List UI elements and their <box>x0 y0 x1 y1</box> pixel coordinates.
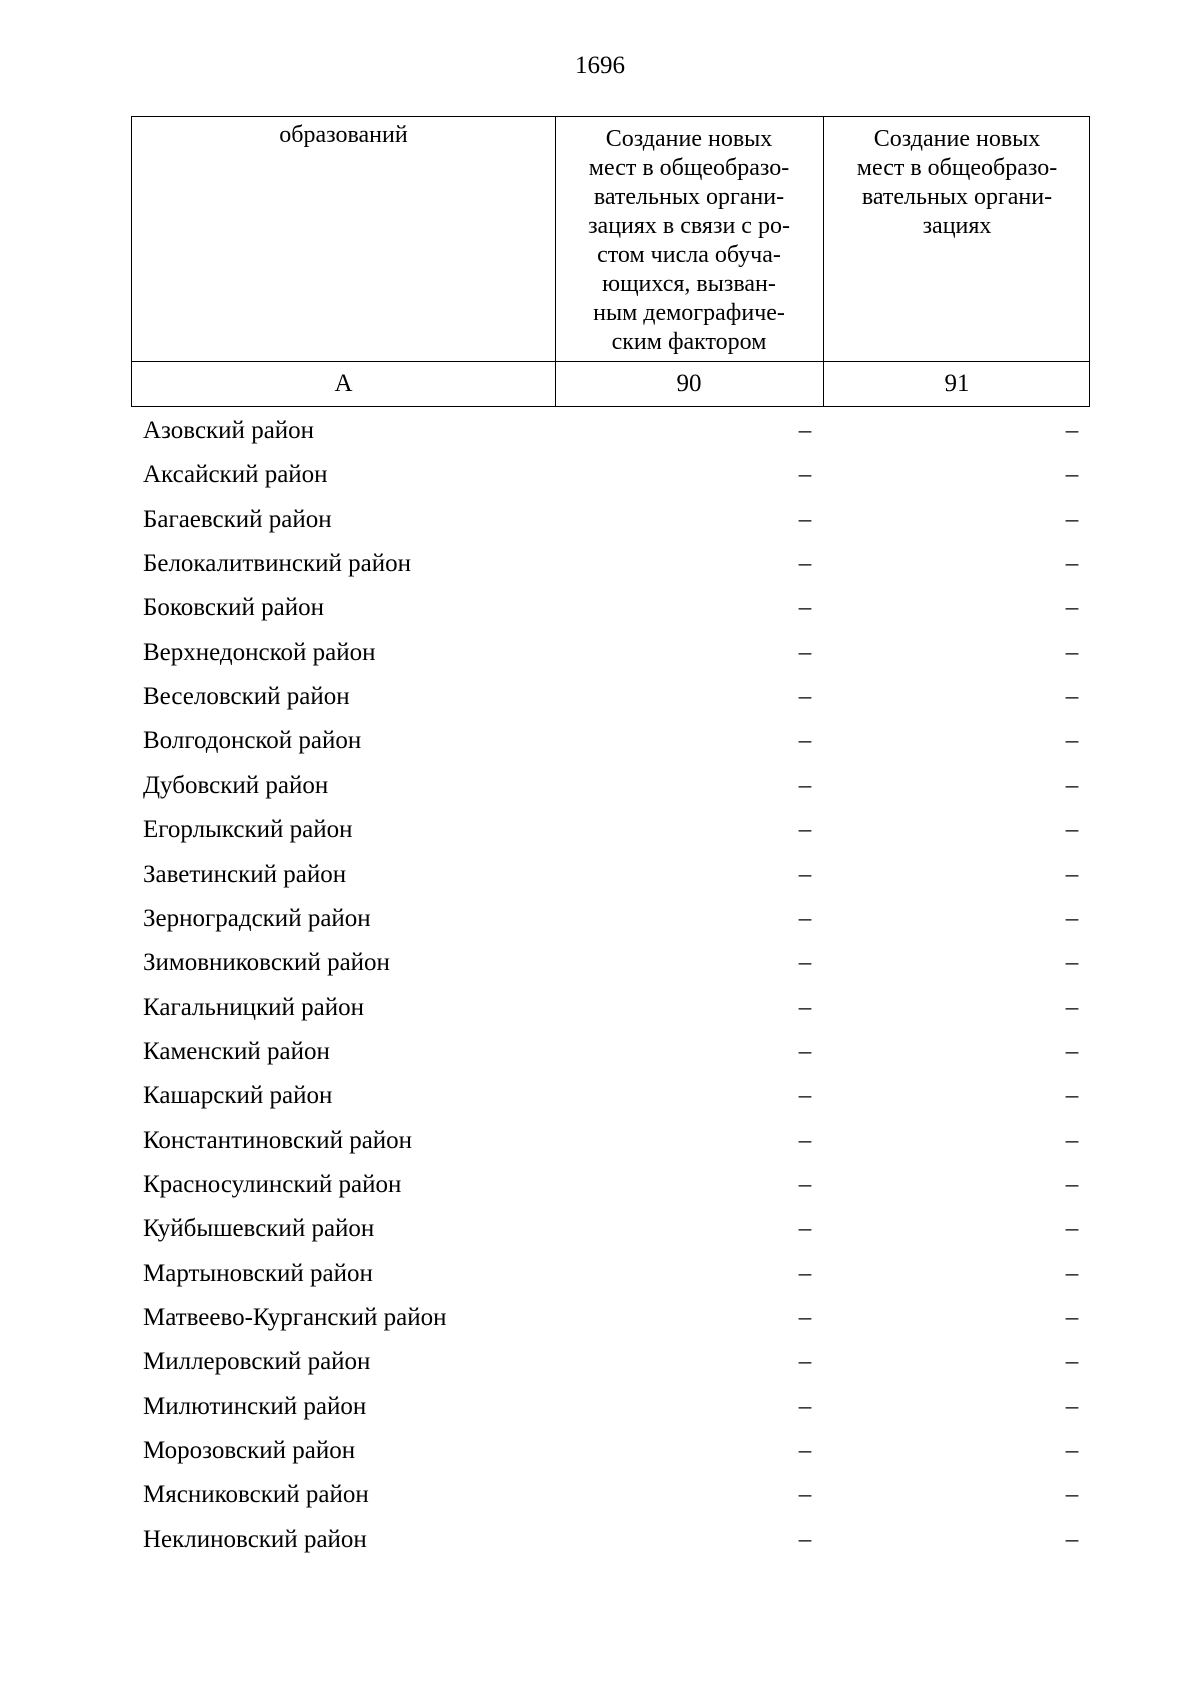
value-col-90: – <box>798 1481 812 1509</box>
header-line: мест в общеобразо- <box>588 155 790 181</box>
district-name: Кагальницкий район <box>143 993 365 1021</box>
table-row <box>0 638 1200 682</box>
value-col-90: – <box>798 727 812 755</box>
header-line: вательных органи- <box>861 184 1053 210</box>
value-col-91: – <box>1065 1126 1079 1154</box>
district-name: Зерноградский район <box>143 904 371 932</box>
table-row <box>0 1081 1200 1125</box>
value-col-90: – <box>798 1082 812 1110</box>
table-row <box>0 1392 1200 1436</box>
value-col-91: – <box>1065 1348 1079 1376</box>
value-col-91: – <box>1065 1215 1079 1243</box>
value-col-91: – <box>1065 638 1079 666</box>
value-col-90: – <box>798 417 812 444</box>
value-col-91: – <box>1065 1037 1079 1065</box>
district-name: Верхнедонской район <box>143 638 376 666</box>
value-col-91: – <box>1065 993 1079 1021</box>
table-row <box>0 771 1200 815</box>
header-line: Создание новых <box>873 126 1041 152</box>
value-col-90: – <box>798 771 812 799</box>
value-col-90: – <box>798 550 812 578</box>
table-row <box>0 1480 1200 1524</box>
value-col-91: – <box>1065 1481 1079 1509</box>
value-col-90: – <box>798 1525 812 1553</box>
district-name: Заветинский район <box>143 860 347 888</box>
value-col-90: – <box>798 461 812 489</box>
value-col-90: – <box>798 1304 812 1331</box>
value-col-90: – <box>798 1037 812 1065</box>
value-col-90: – <box>798 904 812 932</box>
value-col-91: – <box>1065 816 1079 844</box>
value-col-90: – <box>798 1348 812 1376</box>
value-col-91: – <box>1065 505 1079 533</box>
header-col-91 <box>823 125 1091 241</box>
value-col-91: – <box>1065 949 1079 977</box>
table-row <box>0 860 1200 904</box>
value-col-90: – <box>798 860 812 888</box>
table-row <box>0 1525 1200 1569</box>
table-row <box>0 1259 1200 1303</box>
value-col-91: – <box>1065 1170 1079 1198</box>
value-col-91: – <box>1065 594 1079 622</box>
header-line: зациях в связи с ро- <box>588 213 790 239</box>
district-name: Багаевский район <box>143 505 332 533</box>
table-row <box>0 1126 1200 1170</box>
table-row <box>0 993 1200 1037</box>
header-col-90 <box>555 125 823 357</box>
header-line: стом числа обуча- <box>597 242 781 268</box>
value-col-91: – <box>1065 727 1079 755</box>
value-col-90: – <box>798 1170 812 1198</box>
district-name: Мясниковский район <box>143 1481 369 1509</box>
district-name: Егорлыкский район <box>143 816 353 844</box>
header-col-a: образований <box>279 122 408 148</box>
value-col-90: – <box>798 993 812 1021</box>
value-col-90: – <box>798 1392 812 1420</box>
value-col-91: – <box>1065 904 1079 932</box>
row-divider <box>132 361 1089 362</box>
header-line: Создание новых <box>605 126 773 152</box>
district-name: Каменский район <box>143 1037 330 1065</box>
district-name: Морозовский район <box>143 1437 356 1465</box>
table-row <box>0 549 1200 593</box>
value-col-91: – <box>1065 1082 1079 1110</box>
table-row <box>0 904 1200 948</box>
district-name: Аксайский район <box>143 461 328 489</box>
table-row <box>0 1303 1200 1347</box>
value-col-91: – <box>1065 417 1079 444</box>
numbering-col-90: 90 <box>676 370 702 397</box>
table-row <box>0 416 1200 460</box>
district-name: Красносулинский район <box>143 1170 402 1198</box>
value-col-91: – <box>1065 550 1079 578</box>
table-row <box>0 1436 1200 1480</box>
district-name: Боковский район <box>143 594 324 622</box>
district-name: Матвеево-Курганский район <box>143 1304 447 1331</box>
value-col-91: – <box>1065 683 1079 711</box>
table-row <box>0 948 1200 992</box>
table-row <box>0 1170 1200 1214</box>
district-name: Неклиновский район <box>143 1525 367 1553</box>
value-col-90: – <box>798 1126 812 1154</box>
district-name: Азовский район <box>143 417 315 444</box>
page-number: 1696 <box>575 52 625 79</box>
value-col-90: – <box>798 949 812 977</box>
value-col-91: – <box>1065 1259 1079 1287</box>
header-line: зациях <box>922 213 992 239</box>
value-col-91: – <box>1065 461 1079 489</box>
header-line: ным демографиче- <box>593 300 785 326</box>
value-col-90: – <box>798 1259 812 1287</box>
district-name: Зимовниковский район <box>143 949 390 977</box>
value-col-90: – <box>798 505 812 533</box>
district-name: Куйбышевский район <box>143 1215 375 1243</box>
value-col-91: – <box>1065 1525 1079 1553</box>
value-col-90: – <box>798 1215 812 1243</box>
table-row <box>0 1214 1200 1258</box>
header-line: вательных органи- <box>593 184 785 210</box>
value-col-90: – <box>798 1437 812 1465</box>
table-row <box>0 460 1200 504</box>
district-name: Милютинский район <box>143 1392 367 1420</box>
district-name: Константиновский район <box>143 1126 413 1154</box>
value-col-91: – <box>1065 1392 1079 1420</box>
table-row <box>0 815 1200 859</box>
value-col-91: – <box>1065 771 1079 799</box>
numbering-col-a: А <box>334 370 353 397</box>
table-row <box>0 593 1200 637</box>
district-name: Дубовский район <box>143 771 329 799</box>
table-row <box>0 505 1200 549</box>
district-name: Миллеровский район <box>143 1348 371 1376</box>
district-name: Белокалитвинский район <box>143 550 411 578</box>
table-row <box>0 726 1200 770</box>
value-col-90: – <box>798 816 812 844</box>
table-header <box>131 116 1090 407</box>
value-col-90: – <box>798 638 812 666</box>
value-col-90: – <box>798 594 812 622</box>
header-line: мест в общеобразо- <box>856 155 1058 181</box>
table-row <box>0 1037 1200 1081</box>
table-row <box>0 682 1200 726</box>
header-line: ским фактором <box>611 329 767 355</box>
value-col-91: – <box>1065 860 1079 888</box>
district-name: Мартыновский район <box>143 1259 373 1287</box>
table-row <box>0 1347 1200 1391</box>
value-col-91: – <box>1065 1304 1079 1331</box>
district-name: Волгодонской район <box>143 727 362 755</box>
district-name: Кашарский район <box>143 1082 333 1110</box>
value-col-91: – <box>1065 1437 1079 1465</box>
numbering-col-91: 91 <box>944 370 970 397</box>
value-col-90: – <box>798 683 812 711</box>
district-name: Веселовский район <box>143 683 350 711</box>
header-line: ющихся, вызван- <box>602 271 776 297</box>
